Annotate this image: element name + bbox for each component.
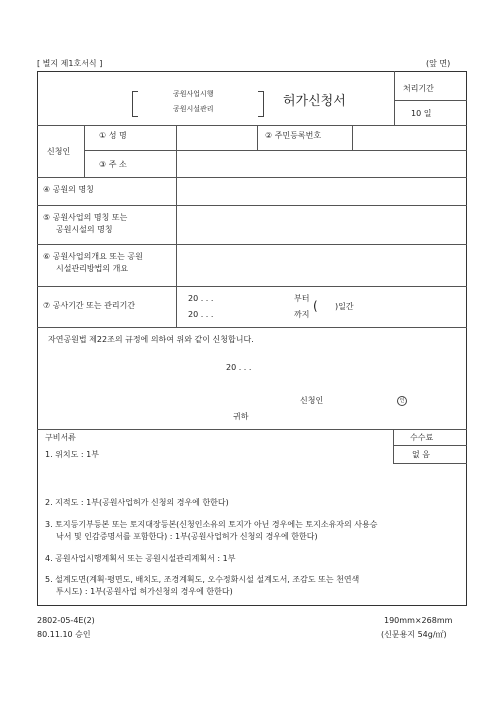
processing-label: 처리기간 bbox=[403, 84, 434, 93]
form-code: 2802-05-4E(2) bbox=[37, 616, 95, 625]
title-bracket-left bbox=[132, 91, 138, 117]
address-label: ③ 주 소 bbox=[99, 160, 127, 169]
form-number: [ 별지 제1호서식 ] bbox=[37, 59, 103, 68]
declaration-date[interactable]: 20 . . . bbox=[226, 363, 252, 372]
id-number-label: ② 주민등록번호 bbox=[265, 131, 322, 140]
applicant-label: 신청인 bbox=[47, 147, 71, 156]
project-name-field[interactable] bbox=[177, 206, 466, 243]
park-name-field[interactable] bbox=[177, 178, 466, 204]
approval-date: 80.11.10 승인 bbox=[37, 630, 91, 639]
document-item-5: 5. 설계도면(계획·평면도, 배치도, 조경계획도, 오수정화시설 설계도서, 조감도 또는 천연색 bbox=[45, 575, 360, 584]
period-label: ⑦ 공사기간 또는 관리기간 bbox=[43, 301, 136, 310]
fee-label: 수수료 bbox=[410, 433, 434, 442]
title-option-2: 공원시설관리 bbox=[173, 105, 214, 113]
period-from-label: 부터 bbox=[294, 294, 310, 303]
id-number-field[interactable] bbox=[353, 126, 466, 150]
project-name-label-1: ⑤ 공원사업의 명칭 또는 bbox=[43, 213, 128, 222]
project-name-label-2: 공원시설의 명칭 bbox=[56, 225, 113, 234]
document-item-4: 4. 공원사업시행계획서 또는 공원시설관리계획서 : 1부 bbox=[45, 554, 236, 563]
line-documents bbox=[37, 429, 467, 430]
name-label: ① 성 명 bbox=[99, 131, 127, 140]
addressee-suffix: 귀하 bbox=[233, 412, 249, 421]
period-days-label: )일간 bbox=[335, 302, 354, 311]
processing-value: 10 일 bbox=[411, 109, 432, 118]
period-from-date[interactable]: 20 . . . bbox=[188, 294, 214, 303]
applicant-divider bbox=[84, 125, 85, 177]
page-side: (앞 면) bbox=[426, 59, 451, 68]
processing-mid-line bbox=[394, 100, 467, 101]
declaration-text: 자연공원법 제22조의 규정에 의하여 위와 같이 신청합니다. bbox=[48, 335, 254, 344]
document-item-5-cont: 투시도) : 1부(공원사업 허가신청의 경우에 한한다) bbox=[56, 587, 233, 596]
paper-type: (신문용지 54g/㎡) bbox=[381, 630, 447, 639]
id-label-divider bbox=[257, 125, 258, 150]
document-item-1: 1. 위치도 : 1부 bbox=[45, 450, 99, 459]
period-to-date[interactable]: 20 . . . bbox=[188, 310, 214, 319]
processing-divider bbox=[394, 71, 395, 125]
name-field[interactable] bbox=[177, 126, 256, 150]
period-to-label: 까지 bbox=[294, 310, 310, 319]
form-title: 허가신청서 bbox=[283, 94, 346, 109]
line-declaration bbox=[37, 327, 467, 328]
period-open-paren: ( bbox=[313, 299, 318, 313]
document-item-3: 3. 토지등기부등본 또는 토지대장등본(신청인소유의 토지가 아닌 경우에는 토지소유자의 사용승 bbox=[45, 520, 378, 529]
overview-field[interactable] bbox=[177, 245, 466, 285]
overview-label-2: 시설관리방법의 개요 bbox=[56, 264, 129, 273]
park-name-label: ④ 공원의 명칭 bbox=[43, 185, 94, 194]
address-field[interactable] bbox=[177, 151, 466, 177]
title-option-1: 공원사업시행 bbox=[173, 90, 214, 98]
document-item-3-cont: 낙서 및 인감증명서를 포함한다) : 1부(공원사업허가 신청의 경우에 한한다) bbox=[56, 532, 318, 541]
document-item-2: 2. 지적도 : 1부(공원사업허가 신청의 경우에 한한다) bbox=[45, 498, 229, 507]
fee-value: 없 음 bbox=[412, 450, 430, 459]
declaration-applicant: 신청인 bbox=[300, 396, 324, 405]
fee-mid-line bbox=[393, 445, 467, 446]
documents-header: 구비서류 bbox=[45, 433, 76, 442]
paper-size: 190mm×268mm bbox=[384, 616, 453, 625]
line-row-7 bbox=[37, 286, 467, 287]
overview-label-1: ⑥ 공원사업의개요 또는 공원 bbox=[43, 252, 143, 261]
fee-bottom-line bbox=[393, 463, 467, 464]
seal-mark-icon: 인 bbox=[397, 396, 407, 406]
fee-divider bbox=[393, 429, 394, 463]
title-bracket-right bbox=[258, 91, 264, 117]
